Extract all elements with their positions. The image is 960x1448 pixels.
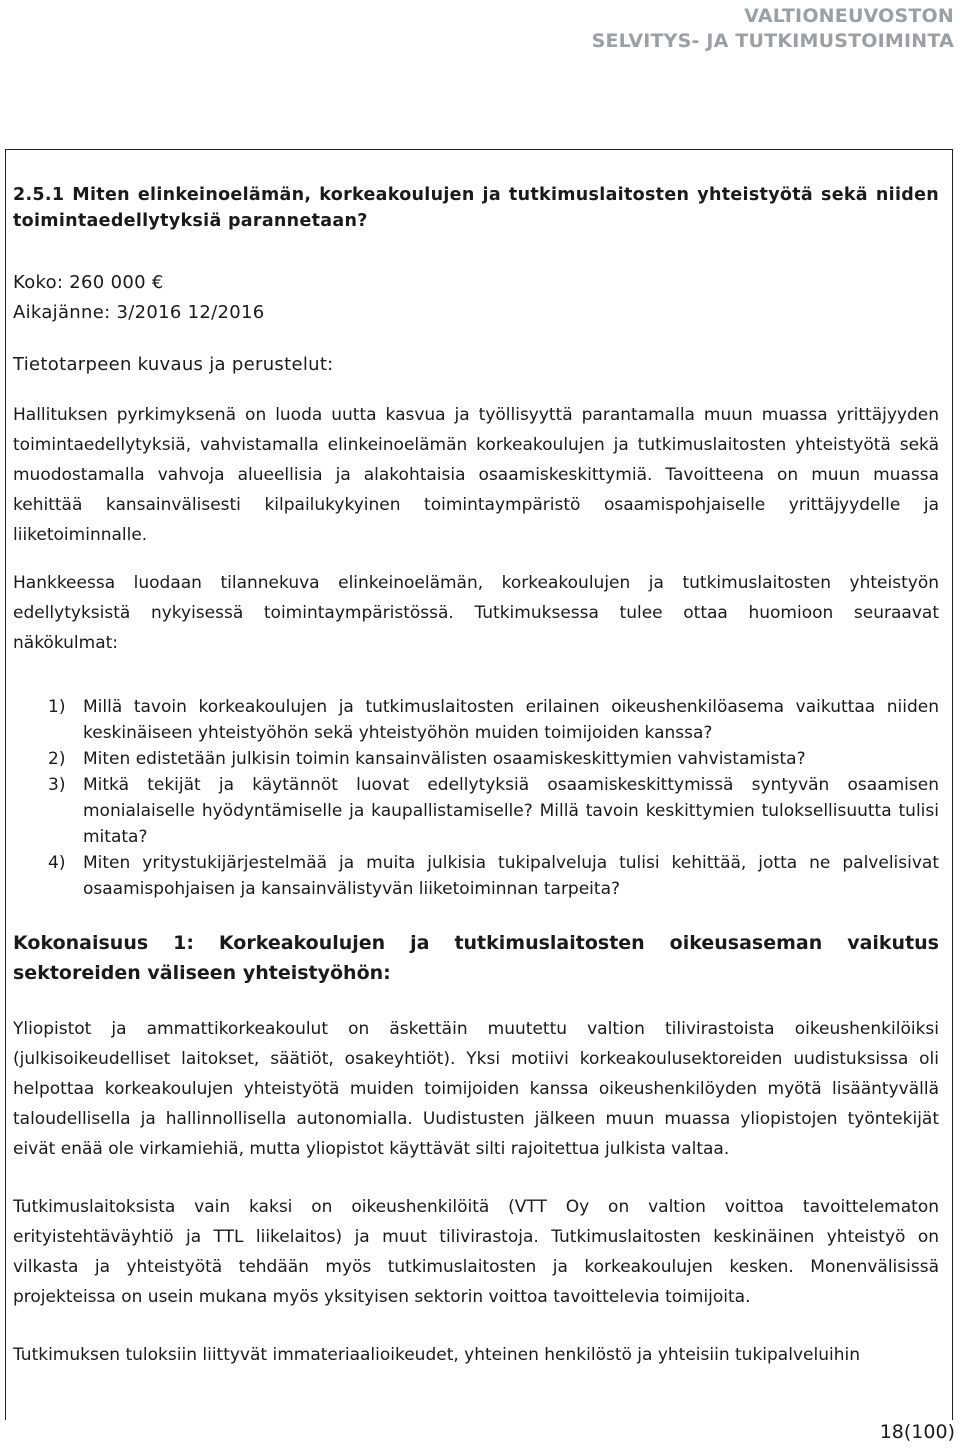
period-line: Aikajänne: 3/2016 12/2016 bbox=[13, 302, 265, 323]
page-number: 18(100) bbox=[879, 1421, 955, 1443]
paragraph-2: Hankkeessa luodaan tilannekuva elinkeinoelämän, korkeakoulujen ja tutkimuslaitosten yhteistyön edellytyksistä nykyisessä toimintaympäristössä. Tutkimuksessa tulee ottaa huomioon seuraavat näkökulmat: bbox=[13, 573, 939, 653]
list-item-text: Mitkä tekijät ja käytännöt luovat edellytyksiä osaamiskeskittymissä syntyvän osaamisen monialaiselle hyödyntämiselle ja kaupallistamiselle? Millä tavoin keskittymien tuloksellisuutta tulisi mitata? bbox=[83, 775, 939, 847]
brand-line-1: VALTIONEUVOSTON bbox=[744, 5, 954, 27]
brand-header bbox=[592, 4, 954, 54]
paragraph-5: Tutkimuksen tuloksiin liittyvät immateriaalioikeudet, yhteinen henkilöstö ja yhteisiin tukipalveluihin bbox=[13, 1345, 860, 1365]
list-item bbox=[13, 694, 939, 746]
section-heading: 2.5.1 Miten elinkeinoelämän, korkeakoulujen ja tutkimuslaitosten yhteistyötä sekä niiden toimintaedellytyksiä parannetaan? bbox=[13, 185, 939, 231]
question-list bbox=[13, 694, 939, 902]
list-item-number: 3) bbox=[48, 775, 66, 795]
list-item bbox=[13, 772, 939, 850]
list-item-text: Millä tavoin korkeakoulujen ja tutkimuslaitosten erilainen oikeushenkilöasema vaikuttaa niiden keskinäiseen yhteistyöhön sekä yhteistyöhön muiden toimijoiden kanssa? bbox=[83, 697, 939, 743]
list-item bbox=[13, 746, 939, 772]
paragraph-4: Tutkimuslaitoksista vain kaksi on oikeushenkilöitä (VTT Oy on valtion voittoa tavoittelematon erityistehtäväyhtiö ja TTL liikelaitos) ja muut tilivirastoja. Tutkimuslaitosten keskinäinen yhteistyö on vilkasta ja yhteistyötä tehdään myös tutkimuslaitosten ja korkeakoulujen kesken. Monenvälisissä projekteissa on usein mukana myös yksityisen sektorin voittoa tavoittelevia toimijoita. bbox=[13, 1197, 939, 1307]
list-item-number: 1) bbox=[48, 697, 66, 717]
paragraph-1: Hallituksen pyrkimyksenä on luoda uutta kasvua ja työllisyyttä parantamalla muun muassa yrittäjyyden toimintaedellytyksiä, vahvistamalla elinkeinoelämän korkeakoulujen ja tutkimuslaitosten yhteistyötä sekä muodostamalla vahvoja alueellisia ja alakohtaisia osaamiskeskittymiä. Tavoitteena on muun muassa kehittää kansainvälisesti kilpailukykyinen toimintaympäristö osaamispohjaiselle yrittäjyydelle ja liiketoiminnalle. bbox=[13, 405, 939, 545]
list-item bbox=[13, 850, 939, 902]
cost-line: Koko: 260 000 € bbox=[13, 272, 164, 293]
document-body bbox=[13, 182, 939, 1370]
list-item-text: Miten yritystukijärjestelmää ja muita julkisia tukipalveluja tulisi kehittää, jotta ne palvelisivat osaamispohjaisen ja kansainvälistyvän liiketoiminnan tarpeita? bbox=[83, 853, 939, 899]
brand-line-2: SELVITYS- JA TUTKIMUSTOIMINTA bbox=[591, 30, 954, 52]
paragraph-3: Yliopistot ja ammattikorkeakoulut on äskettäin muutettu valtion tilivirastoista oikeushenkilöiksi (julkisoikeudelliset laitokset, säätiöt, osakeyhtiöt). Yksi motiivi korkeakoulusektoreiden uudistuksissa oli helpottaa korkeakoulujen yhteistyötä muiden toimijoiden kanssa oikeushenkilöyden myötä lisääntyvällä taloudellisella ja hallinnollisella autonomialla. Uudistusten jälkeen muun muassa yliopistojen työntekijät eivät enää ole virkamiehiä, mutta yliopistot käyttävät silti rajoitettua julkista valtaa. bbox=[13, 1019, 939, 1159]
list-item-number: 2) bbox=[48, 749, 66, 769]
list-item-number: 4) bbox=[48, 853, 66, 873]
subheading: Kokonaisuus 1: Korkeakoulujen ja tutkimuslaitosten oikeusaseman vaikutus sektoreiden väliseen yhteistyöhön: bbox=[13, 932, 939, 984]
needs-heading: Tietotarpeen kuvaus ja perustelut: bbox=[13, 354, 334, 375]
list-item-text: Miten edistetään julkisin toimin kansainvälisten osaamiskeskittymien vahvistamista? bbox=[83, 749, 806, 769]
